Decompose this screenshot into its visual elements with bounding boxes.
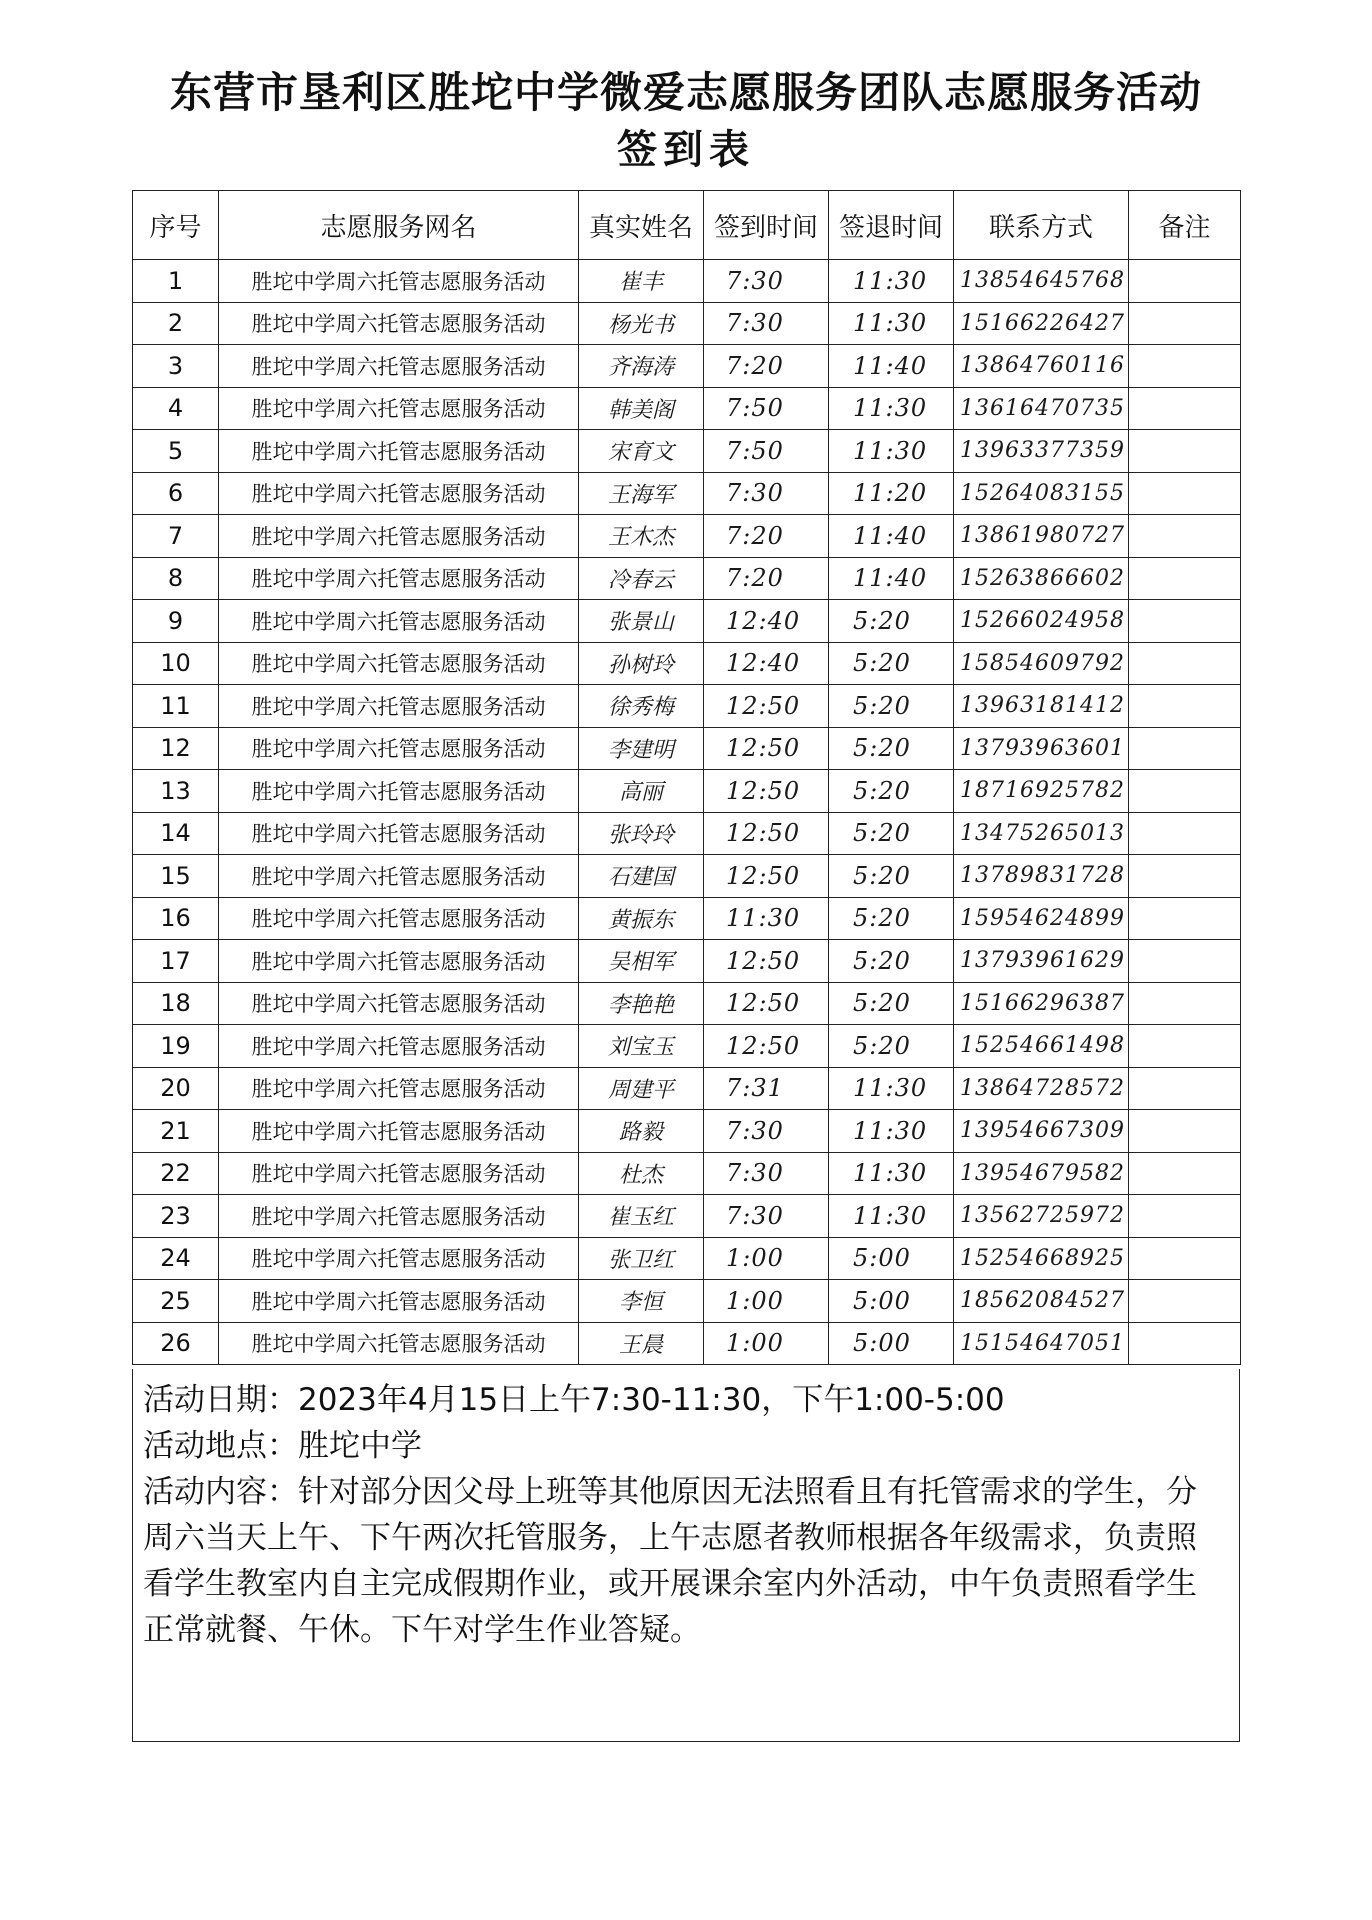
row-activity: 胜坨中学周六托管志愿服务活动 xyxy=(219,387,579,430)
table-row xyxy=(133,1195,1241,1238)
table-row xyxy=(133,515,1241,558)
row-name-signature: 宋育文 xyxy=(579,430,704,473)
row-sign-out-time: 5:00 xyxy=(829,1280,954,1323)
row-seq: 1 xyxy=(133,260,219,303)
row-remark xyxy=(1129,982,1241,1025)
row-seq: 24 xyxy=(133,1237,219,1280)
row-activity: 胜坨中学周六托管志愿服务活动 xyxy=(219,345,579,388)
row-sign-out-time: 5:00 xyxy=(829,1322,954,1365)
row-seq: 8 xyxy=(133,557,219,600)
row-contact: 15264083155 xyxy=(954,472,1129,515)
header-activity: 志愿服务网名 xyxy=(219,191,579,260)
table-header-row xyxy=(133,191,1241,260)
row-contact: 13793963601 xyxy=(954,727,1129,770)
row-contact: 13954679582 xyxy=(954,1152,1129,1195)
row-remark xyxy=(1129,642,1241,685)
row-seq: 3 xyxy=(133,345,219,388)
row-remark xyxy=(1129,387,1241,430)
row-sign-in-time: 12:40 xyxy=(704,600,829,643)
row-sign-out-time: 11:30 xyxy=(829,1152,954,1195)
row-remark xyxy=(1129,1152,1241,1195)
row-seq: 5 xyxy=(133,430,219,473)
table-row xyxy=(133,302,1241,345)
row-sign-out-time: 5:20 xyxy=(829,812,954,855)
row-contact: 18562084527 xyxy=(954,1280,1129,1323)
table-row xyxy=(133,1322,1241,1365)
row-sign-in-time: 1:00 xyxy=(704,1237,829,1280)
row-seq: 23 xyxy=(133,1195,219,1238)
table-row xyxy=(133,557,1241,600)
table-row xyxy=(133,472,1241,515)
row-sign-out-time: 5:20 xyxy=(829,855,954,898)
row-contact: 13861980727 xyxy=(954,515,1129,558)
row-seq: 13 xyxy=(133,770,219,813)
row-name-signature: 周建平 xyxy=(579,1067,704,1110)
row-remark xyxy=(1129,812,1241,855)
row-contact: 15254661498 xyxy=(954,1025,1129,1068)
row-remark xyxy=(1129,1025,1241,1068)
row-remark xyxy=(1129,302,1241,345)
row-activity: 胜坨中学周六托管志愿服务活动 xyxy=(219,940,579,983)
row-contact: 15154647051 xyxy=(954,1322,1129,1365)
row-remark xyxy=(1129,855,1241,898)
row-contact: 13793961629 xyxy=(954,940,1129,983)
row-sign-in-time: 12:50 xyxy=(704,770,829,813)
header-time-out: 签退时间 xyxy=(829,191,954,260)
row-activity: 胜坨中学周六托管志愿服务活动 xyxy=(219,515,579,558)
row-sign-in-time: 11:30 xyxy=(704,897,829,940)
row-sign-in-time: 7:20 xyxy=(704,345,829,388)
row-activity: 胜坨中学周六托管志愿服务活动 xyxy=(219,1322,579,1365)
row-sign-in-time: 12:50 xyxy=(704,1025,829,1068)
row-sign-out-time: 5:20 xyxy=(829,982,954,1025)
row-seq: 21 xyxy=(133,1110,219,1153)
row-name-signature: 杜杰 xyxy=(579,1152,704,1195)
row-name-signature: 张景山 xyxy=(579,600,704,643)
row-sign-in-time: 7:30 xyxy=(704,472,829,515)
row-seq: 19 xyxy=(133,1025,219,1068)
row-name-signature: 韩美阁 xyxy=(579,387,704,430)
row-contact: 15166296387 xyxy=(954,982,1129,1025)
row-sign-in-time: 7:20 xyxy=(704,515,829,558)
table-row xyxy=(133,1237,1241,1280)
row-seq: 17 xyxy=(133,940,219,983)
row-sign-out-time: 11:30 xyxy=(829,1110,954,1153)
row-sign-in-time: 1:00 xyxy=(704,1280,829,1323)
header-seq: 序号 xyxy=(133,191,219,260)
row-seq: 7 xyxy=(133,515,219,558)
row-remark xyxy=(1129,897,1241,940)
row-name-signature: 黄振东 xyxy=(579,897,704,940)
sign-in-table xyxy=(132,190,1241,1365)
row-name-signature: 路毅 xyxy=(579,1110,704,1153)
activity-location: 活动地点：胜坨中学 xyxy=(143,1428,422,1464)
row-seq: 2 xyxy=(133,302,219,345)
row-seq: 16 xyxy=(133,897,219,940)
row-name-signature: 齐海涛 xyxy=(579,345,704,388)
row-activity: 胜坨中学周六托管志愿服务活动 xyxy=(219,557,579,600)
row-sign-in-time: 12:50 xyxy=(704,685,829,728)
row-contact: 13616470735 xyxy=(954,387,1129,430)
table-row xyxy=(133,260,1241,303)
row-remark xyxy=(1129,727,1241,770)
row-activity: 胜坨中学周六托管志愿服务活动 xyxy=(219,472,579,515)
row-contact: 13864760116 xyxy=(954,345,1129,388)
row-sign-in-time: 7:30 xyxy=(704,1110,829,1153)
activity-notes xyxy=(132,1369,1240,1742)
table-row xyxy=(133,855,1241,898)
row-name-signature: 崔丰 xyxy=(579,260,704,303)
row-name-signature: 李建明 xyxy=(579,727,704,770)
row-seq: 11 xyxy=(133,685,219,728)
row-sign-in-time: 7:30 xyxy=(704,302,829,345)
row-sign-in-time: 12:50 xyxy=(704,982,829,1025)
row-seq: 9 xyxy=(133,600,219,643)
row-activity: 胜坨中学周六托管志愿服务活动 xyxy=(219,770,579,813)
row-sign-out-time: 11:30 xyxy=(829,1067,954,1110)
row-activity: 胜坨中学周六托管志愿服务活动 xyxy=(219,1152,579,1195)
table-row xyxy=(133,1025,1241,1068)
row-sign-in-time: 7:31 xyxy=(704,1067,829,1110)
table-row xyxy=(133,1067,1241,1110)
row-sign-in-time: 7:30 xyxy=(704,260,829,303)
header-contact: 联系方式 xyxy=(954,191,1129,260)
table-row xyxy=(133,345,1241,388)
row-activity: 胜坨中学周六托管志愿服务活动 xyxy=(219,982,579,1025)
row-name-signature: 冷春云 xyxy=(579,557,704,600)
row-activity: 胜坨中学周六托管志愿服务活动 xyxy=(219,1067,579,1110)
row-remark xyxy=(1129,1280,1241,1323)
row-activity: 胜坨中学周六托管志愿服务活动 xyxy=(219,1025,579,1068)
row-sign-out-time: 5:20 xyxy=(829,770,954,813)
row-remark xyxy=(1129,557,1241,600)
row-sign-out-time: 11:40 xyxy=(829,557,954,600)
row-activity: 胜坨中学周六托管志愿服务活动 xyxy=(219,812,579,855)
row-sign-out-time: 5:00 xyxy=(829,1237,954,1280)
table-row xyxy=(133,940,1241,983)
table-row xyxy=(133,897,1241,940)
row-contact: 15254668925 xyxy=(954,1237,1129,1280)
row-remark xyxy=(1129,685,1241,728)
row-sign-out-time: 5:20 xyxy=(829,1025,954,1068)
row-name-signature: 徐秀梅 xyxy=(579,685,704,728)
table-row xyxy=(133,1280,1241,1323)
row-contact: 13963377359 xyxy=(954,430,1129,473)
row-name-signature: 王海军 xyxy=(579,472,704,515)
row-contact: 15166226427 xyxy=(954,302,1129,345)
table-row xyxy=(133,812,1241,855)
row-contact: 15266024958 xyxy=(954,600,1129,643)
row-activity: 胜坨中学周六托管志愿服务活动 xyxy=(219,1110,579,1153)
table-row xyxy=(133,1110,1241,1153)
row-sign-in-time: 7:30 xyxy=(704,1195,829,1238)
row-contact: 15263866602 xyxy=(954,557,1129,600)
row-remark xyxy=(1129,1110,1241,1153)
row-activity: 胜坨中学周六托管志愿服务活动 xyxy=(219,685,579,728)
row-sign-in-time: 12:50 xyxy=(704,727,829,770)
row-seq: 18 xyxy=(133,982,219,1025)
row-activity: 胜坨中学周六托管志愿服务活动 xyxy=(219,855,579,898)
activity-date: 活动日期：2023年4月15日上午7:30-11:30，下午1:00-5:00 xyxy=(143,1382,1005,1418)
row-contact: 15854609792 xyxy=(954,642,1129,685)
table-row xyxy=(133,770,1241,813)
row-name-signature: 崔玉红 xyxy=(579,1195,704,1238)
row-name-signature: 吴相军 xyxy=(579,940,704,983)
row-activity: 胜坨中学周六托管志愿服务活动 xyxy=(219,600,579,643)
row-sign-out-time: 11:40 xyxy=(829,515,954,558)
row-remark xyxy=(1129,1237,1241,1280)
row-remark xyxy=(1129,1195,1241,1238)
header-name: 真实姓名 xyxy=(579,191,704,260)
row-name-signature: 张卫红 xyxy=(579,1237,704,1280)
row-contact: 13562725972 xyxy=(954,1195,1129,1238)
row-sign-in-time: 7:30 xyxy=(704,1152,829,1195)
row-sign-out-time: 11:40 xyxy=(829,345,954,388)
row-name-signature: 石建国 xyxy=(579,855,704,898)
row-sign-in-time: 7:50 xyxy=(704,430,829,473)
row-sign-out-time: 5:20 xyxy=(829,940,954,983)
row-sign-out-time: 11:30 xyxy=(829,387,954,430)
table-row xyxy=(133,685,1241,728)
row-remark xyxy=(1129,260,1241,303)
row-contact: 13963181412 xyxy=(954,685,1129,728)
row-remark xyxy=(1129,472,1241,515)
row-sign-out-time: 11:30 xyxy=(829,430,954,473)
row-remark xyxy=(1129,940,1241,983)
row-seq: 12 xyxy=(133,727,219,770)
table-row xyxy=(133,1152,1241,1195)
row-activity: 胜坨中学周六托管志愿服务活动 xyxy=(219,302,579,345)
row-remark xyxy=(1129,1067,1241,1110)
row-sign-out-time: 11:20 xyxy=(829,472,954,515)
header-time-in: 签到时间 xyxy=(704,191,829,260)
row-seq: 15 xyxy=(133,855,219,898)
row-sign-out-time: 5:20 xyxy=(829,727,954,770)
row-name-signature: 刘宝玉 xyxy=(579,1025,704,1068)
row-sign-in-time: 12:40 xyxy=(704,642,829,685)
row-contact: 13789831728 xyxy=(954,855,1129,898)
activity-content: 活动内容：针对部分因父母上班等其他原因无法照看且有托管需求的学生，分周六当天上午、下午两次托管服务，上午志愿者教师根据各年级需求，负责照看学生教室内自主完成假期作业，或开展课余室内外活动，中午负责照看学生正常就餐、午休。下午对学生作业答疑。 xyxy=(143,1474,1197,1648)
row-sign-in-time: 1:00 xyxy=(704,1322,829,1365)
row-name-signature: 王晨 xyxy=(579,1322,704,1365)
row-sign-in-time: 7:50 xyxy=(704,387,829,430)
row-seq: 14 xyxy=(133,812,219,855)
row-name-signature: 李恒 xyxy=(579,1280,704,1323)
row-sign-out-time: 5:20 xyxy=(829,685,954,728)
row-sign-in-time: 12:50 xyxy=(704,855,829,898)
row-sign-out-time: 5:20 xyxy=(829,897,954,940)
row-seq: 6 xyxy=(133,472,219,515)
row-activity: 胜坨中学周六托管志愿服务活动 xyxy=(219,897,579,940)
table-row xyxy=(133,727,1241,770)
row-contact: 13954667309 xyxy=(954,1110,1129,1153)
table-row xyxy=(133,430,1241,473)
row-seq: 20 xyxy=(133,1067,219,1110)
document-title: 东营市垦利区胜坨中学微爱志愿服务团队志愿服务活动 xyxy=(169,68,1202,117)
row-activity: 胜坨中学周六托管志愿服务活动 xyxy=(219,1237,579,1280)
row-name-signature: 杨光书 xyxy=(579,302,704,345)
row-activity: 胜坨中学周六托管志愿服务活动 xyxy=(219,1195,579,1238)
row-sign-in-time: 12:50 xyxy=(704,812,829,855)
row-name-signature: 张玲玲 xyxy=(579,812,704,855)
row-contact: 18716925782 xyxy=(954,770,1129,813)
row-sign-in-time: 12:50 xyxy=(704,940,829,983)
row-seq: 4 xyxy=(133,387,219,430)
row-contact: 15954624899 xyxy=(954,897,1129,940)
row-sign-out-time: 5:20 xyxy=(829,600,954,643)
row-remark xyxy=(1129,600,1241,643)
row-seq: 10 xyxy=(133,642,219,685)
row-sign-out-time: 5:20 xyxy=(829,642,954,685)
row-seq: 25 xyxy=(133,1280,219,1323)
table-row xyxy=(133,642,1241,685)
row-remark xyxy=(1129,1322,1241,1365)
row-activity: 胜坨中学周六托管志愿服务活动 xyxy=(219,260,579,303)
row-seq: 22 xyxy=(133,1152,219,1195)
table-row xyxy=(133,387,1241,430)
table-row xyxy=(133,600,1241,643)
row-name-signature: 高丽 xyxy=(579,770,704,813)
row-name-signature: 李艳艳 xyxy=(579,982,704,1025)
row-activity: 胜坨中学周六托管志愿服务活动 xyxy=(219,1280,579,1323)
row-name-signature: 孙树玲 xyxy=(579,642,704,685)
row-seq: 26 xyxy=(133,1322,219,1365)
row-contact: 13854645768 xyxy=(954,260,1129,303)
row-remark xyxy=(1129,345,1241,388)
row-activity: 胜坨中学周六托管志愿服务活动 xyxy=(219,430,579,473)
row-sign-in-time: 7:20 xyxy=(704,557,829,600)
row-activity: 胜坨中学周六托管志愿服务活动 xyxy=(219,727,579,770)
row-name-signature: 王木杰 xyxy=(579,515,704,558)
row-sign-out-time: 11:30 xyxy=(829,1195,954,1238)
row-contact: 13475265013 xyxy=(954,812,1129,855)
header-remark: 备注 xyxy=(1129,191,1241,260)
row-activity: 胜坨中学周六托管志愿服务活动 xyxy=(219,642,579,685)
row-sign-out-time: 11:30 xyxy=(829,260,954,303)
row-remark xyxy=(1129,770,1241,813)
table-row xyxy=(133,982,1241,1025)
document-subtitle: 签到表 xyxy=(617,126,755,173)
row-remark xyxy=(1129,430,1241,473)
row-sign-out-time: 11:30 xyxy=(829,302,954,345)
table-body xyxy=(133,260,1241,1365)
row-contact: 13864728572 xyxy=(954,1067,1129,1110)
row-remark xyxy=(1129,515,1241,558)
